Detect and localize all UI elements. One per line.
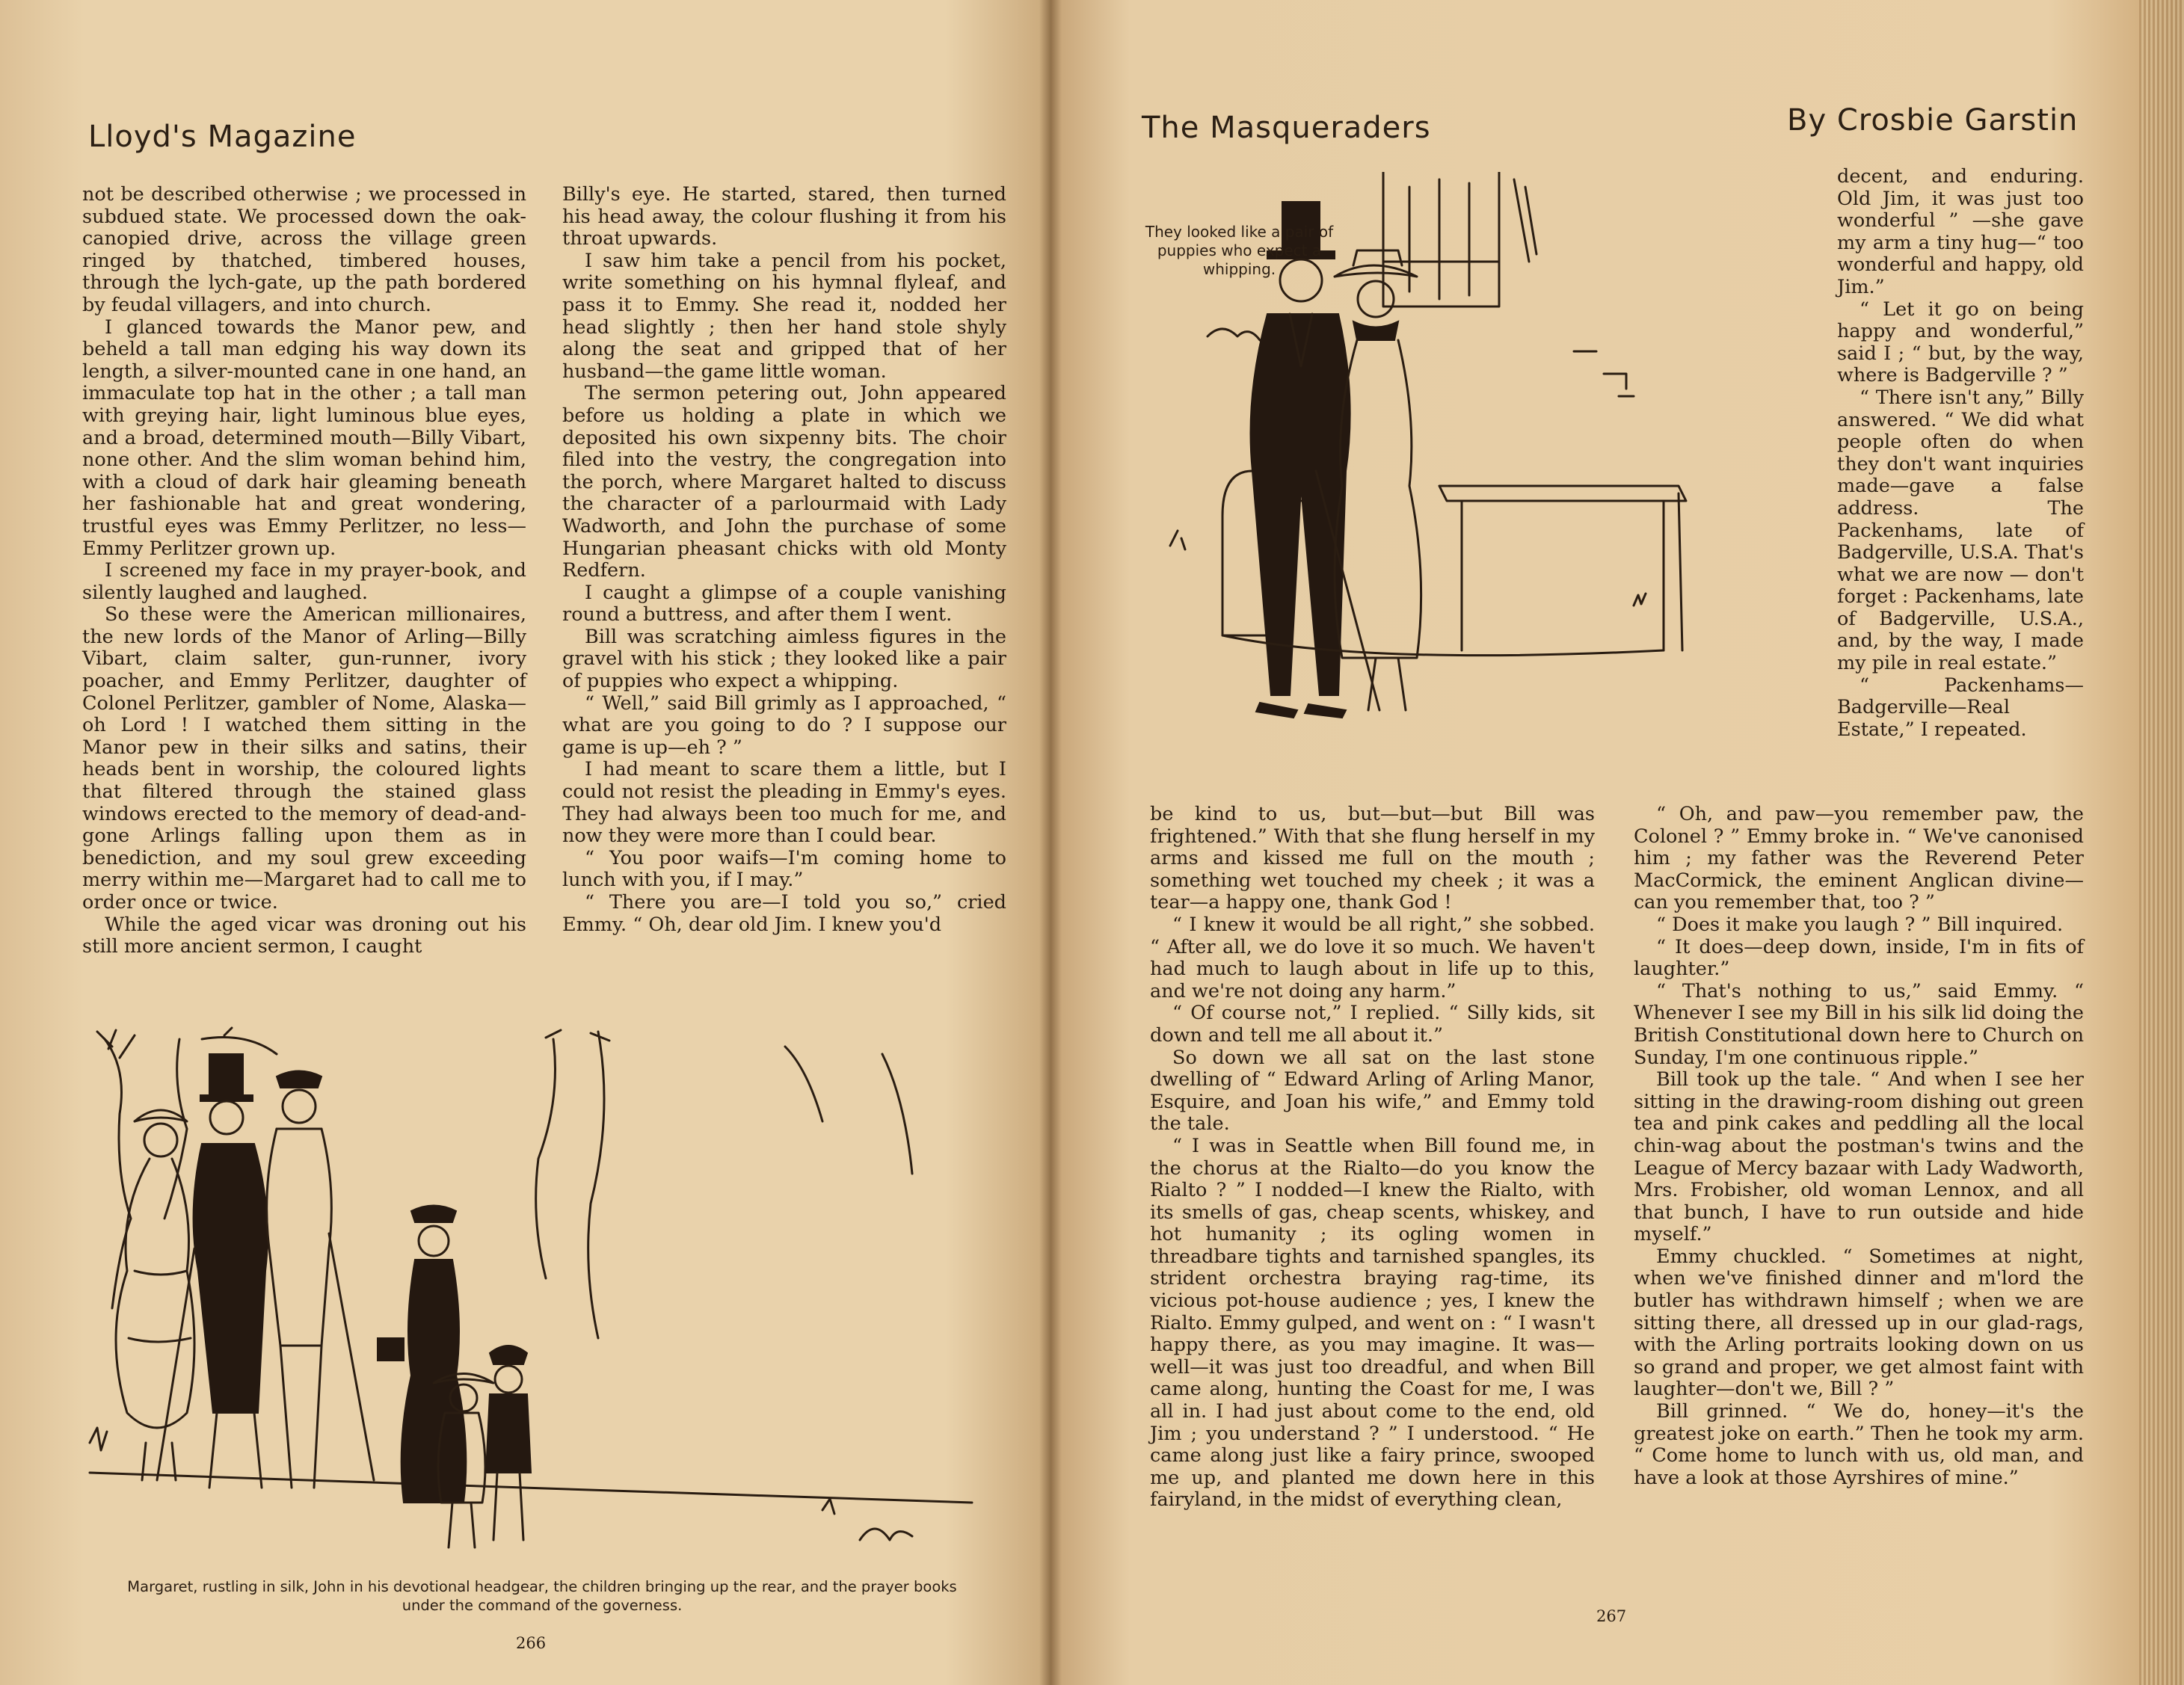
paragraph: decent, and enduring. Old Jim, it was just too wonderful ” —she gave my arm a tiny hug—“ too wonderful and happy, old Jim.” bbox=[1837, 165, 2084, 298]
paragraph: Billy's eye. He started, stared, then turned his head away, the colour flushing it from his throat upwards. bbox=[562, 183, 1006, 250]
paragraph: “ I knew it would be all right,” she sobbed. “ After all, we do love it so much. We haven't had much to laugh about in life up to this, and we're not doing any harm.” bbox=[1150, 913, 1595, 1002]
paragraph: Bill took up the tale. “ And when I see her sitting in the drawing-room dishing out green tea and pink cakes and peddling all the local chin-wag about the postman's twins and the League of Mercy bazaar with Lady Wadworth, Mrs. Frobisher, old woman Lennox, and all that bunch, I have to run outside and hide myself.” bbox=[1634, 1068, 2084, 1246]
paragraph: I saw him take a pencil from his pocket, write something on his hymnal flyleaf, and pass it to Emmy. She read it, nodded her head slightly ; then her hand stole shyly along the seat and gripped that of her husband—the game little woman. bbox=[562, 249, 1006, 383]
paragraph: “ Oh, and paw—you remember paw, the Colonel ? ” Emmy broke in. “ We've canonised him ; my father was the Reverend Peter MacCormick, the eminent Anglican divine—can you remember that, too ? ” bbox=[1634, 803, 2084, 914]
procession-drawing bbox=[75, 1024, 1009, 1570]
paragraph: I had meant to scare them a little, but I could not resist the pleading in Emmy's eyes. They had always been too much for me, and now they were more than I could bear. bbox=[562, 758, 1006, 848]
paragraph: Emmy chuckled. “ Sometimes at night, when we've finished dinner and m'lord the butler has withdrawn himself ; when we are sitting there, all dressed up in our glad-rags, with the Arling portraits looking down on us so grand and proper, we get almost faint with laughter—don't we, Bill ? ” bbox=[1634, 1245, 2084, 1401]
left-column-1 bbox=[82, 184, 526, 958]
paragraph: “ Well,” said Bill grimly as I approached, “ what are you going to do ? I suppose our game is up—eh ? ” bbox=[562, 691, 1006, 759]
paragraph: I screened my face in my prayer-book, and silently laughed and laughed. bbox=[82, 559, 526, 604]
paragraph: “ That's nothing to us,” said Emmy. “ Whenever I see my Bill in his silk lid doing the British Constitutional down here to Church on Sunday, I'm one continuous ripple.” bbox=[1634, 979, 2084, 1069]
paragraph: I caught a glimpse of a couple vanishing round a buttress, and after them I went. bbox=[562, 581, 1006, 626]
paragraph: Bill was scratching aimless figures in the gravel with his stick ; they looked like a pair of puppies who expect a whipping. bbox=[562, 625, 1006, 693]
illustration-caption: Margaret, rustling in silk, John in his devotional headgear, the children bringing up the rear, and the prayer books under the command of the governess. bbox=[127, 1578, 957, 1614]
paragraph: “ There you are—I told you so,” cried Emmy. “ Oh, dear old Jim. I knew you'd bbox=[562, 891, 1006, 936]
paragraph: So down we all sat on the last stone dwelling of “ Edward Arling of Arling Manor, Esquire, and Joan his wife,” and Emmy told the tale. bbox=[1150, 1046, 1595, 1136]
illustration-caption: They looked like a pair of puppies who expect a whipping. bbox=[1145, 223, 1334, 278]
page-number: 266 bbox=[516, 1634, 547, 1652]
right-page bbox=[1051, 0, 2184, 1685]
running-head-left: The Masqueraders bbox=[1142, 111, 1431, 145]
paragraph: So these were the American millionaires, the new lords of the Manor of Arling—Billy Vibart, claim salter, gun-runner, ivory poacher, and Emmy Perlitzer, daughter of Colonel Perlitzer, gambler of Nome, Alaska—oh Lord ! I watched them sitting in the Manor pew in their silks and satins, their heads bent in worship, the coloured lights that filtered through the stained glass windows erected to the memory of dead-and-gone Arlings falling upon them as in benediction, and my soul grew exceeding merry within me—Margaret had to call me to order once or twice. bbox=[82, 603, 526, 914]
paragraph: “ It does—deep down, inside, I'm in fits of laughter.” bbox=[1634, 935, 2084, 981]
paragraph: not be described otherwise ; we processed in subdued state. We processed down the oak-canopied drive, across the village green ringed by thatched, timbered houses, through the lych-gate, up the path bordered by feudal villagers, and into church. bbox=[82, 183, 526, 316]
paragraph: be kind to us, but—but—but Bill was frightened.” With that she flung herself in my arms and kissed me full on the mouth ; something wet touched my cheek ; it was a tear—a happy one, thank God ! bbox=[1150, 803, 1595, 914]
left-column-2 bbox=[562, 184, 1006, 936]
paragraph: “ Of course not,” I replied. “ Silly kids, sit down and tell me all about it.” bbox=[1150, 1002, 1595, 1047]
running-head: Lloyd's Magazine bbox=[88, 120, 357, 154]
book-gutter bbox=[1039, 0, 1062, 1685]
running-head-right: By Crosbie Garstin bbox=[1787, 103, 2079, 138]
page-number: 267 bbox=[1596, 1607, 1627, 1625]
left-page bbox=[0, 0, 1051, 1685]
paragraph: I glanced towards the Manor pew, and beheld a tall man edging his way down its length, a silver-mounted cane in one hand, an immaculate top hat in the other ; a tall man with greying hair, light luminous blue eyes, and a broad, determined mouth—Billy Vibart, none other. And the slim woman behind him, with a cloud of dark hair gleaming beneath her fashionable hat and great wondering, trustful eyes was Emmy Perlitzer, no less—Emmy Perlitzer grown up. bbox=[82, 315, 526, 560]
paragraph: “ I was in Seattle when Bill found me, in the chorus at the Rialto—do you know the Rialto ? ” I nodded—I knew the Rialto, with its smells of gas, cheap scents, whiskey, and hot humanity ; its ogling women in threadbare tights and tarnished spangles, its strident orchestra braying rag-time, its vicious pot-house audience ; yes, I knew the Rialto. Emmy gulped, and went on : “ I wasn't happy there, as you may imagine. It was—well—it was just too dreadful, and when Bill came along, hunting the Coast for me, I was all in. I had just about come to the end, old Jim ; you understand ? ” I understood. “ He came along just like a fairy prince, swooped me up, and planted me down here in this fairyland, in the midst of everything clean, bbox=[1150, 1134, 1595, 1512]
paragraph: “ Does it make you laugh ? ” Bill inquired. bbox=[1656, 913, 2064, 936]
procession-illustration bbox=[75, 1024, 1009, 1570]
right-column-top bbox=[1837, 166, 2084, 741]
right-column-2 bbox=[1634, 804, 2084, 1489]
paragraph: “ There isn't any,” Billy answered. “ We did what people often do when they don't want inquiries made—gave a false address. The Packenhams, late of Badgerville, U.S.A. That's what we are now — don't forget : Packenhams, late of Badgerville, U.S.A., and, by the way, I made my pile in real estate.” bbox=[1837, 386, 2084, 675]
paragraph: “ Let it go on being happy and wonderful,” said I ; “ but, by the way, where is Badgerville ? ” bbox=[1837, 298, 2084, 387]
paragraph: Bill grinned. “ We do, honey—it's the greatest joke on earth.” Then he took my arm. “ Come home to lunch with us, old man, and have a look at those Ayrshires of mine.” bbox=[1634, 1400, 2084, 1489]
page-edges bbox=[2139, 0, 2184, 1685]
paragraph: While the aged vicar was droning out his still more ancient sermon, I caught bbox=[82, 913, 526, 958]
paragraph: “ You poor waifs—I'm coming home to lunch with you, if I may.” bbox=[562, 846, 1006, 892]
paragraph: The sermon petering out, John appeared before us holding a plate in which we deposited his own sixpenny bits. The choir filed into the vestry, the congregation into the porch, where Margaret halted to discuss the character of a parlourmaid with Lady Wadworth, and John the purchase of some Hungarian pheasant chicks with old Monty Redfern. bbox=[562, 382, 1006, 582]
right-column-1 bbox=[1150, 804, 1595, 1512]
paragraph: “ Packenhams—Badgerville—Real Estate,” I repeated. bbox=[1837, 674, 2084, 741]
